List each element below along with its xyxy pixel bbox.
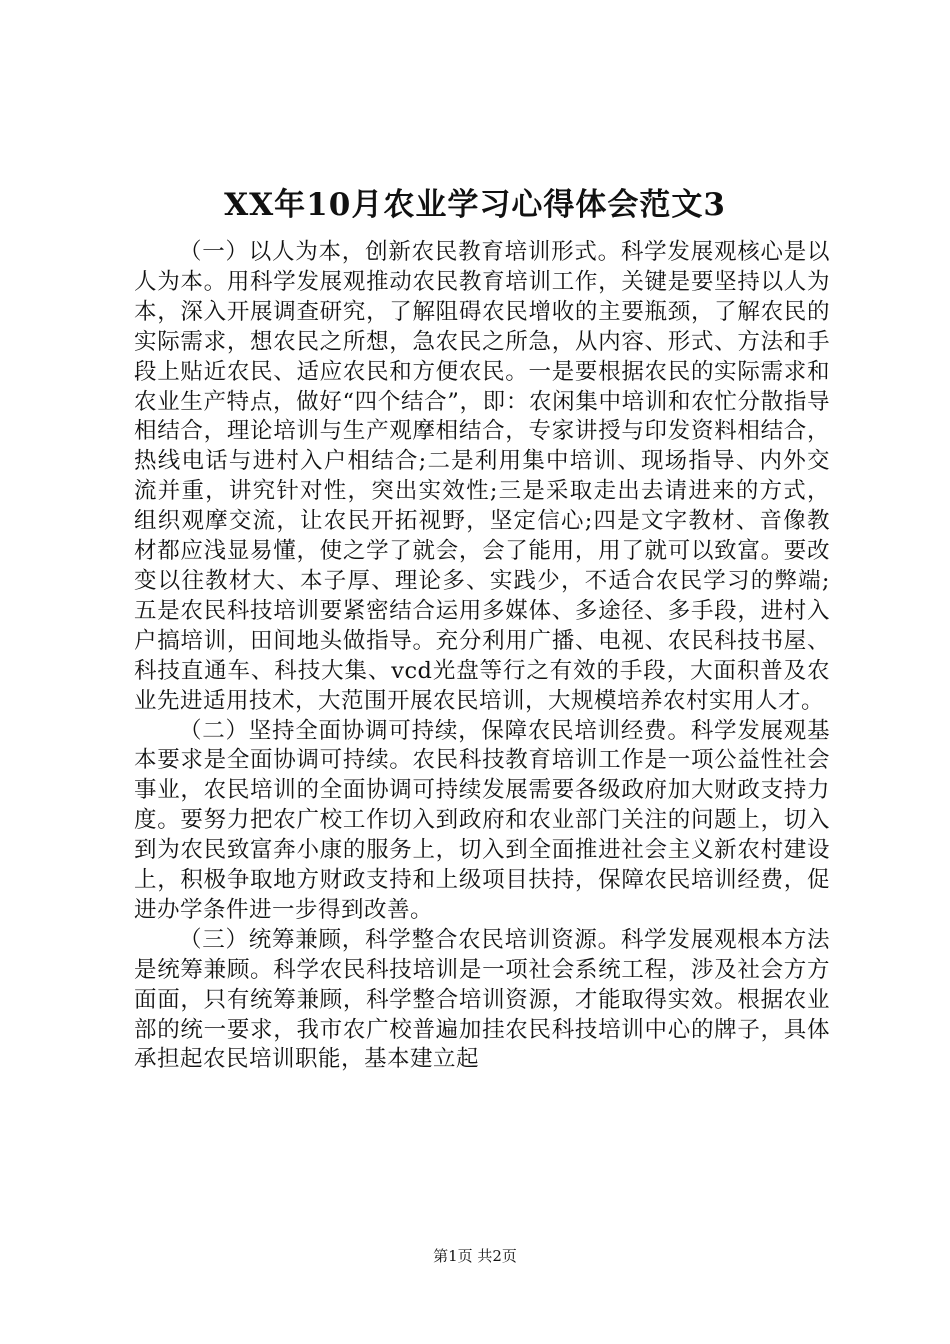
document-body	[134, 238, 830, 1075]
page-title: XX年10月农业学习心得体会范文3	[224, 187, 726, 223]
page-number-footer: 第1页 共2页	[433, 1247, 517, 1265]
paragraph-1: （一）以人为本，创新农民教育培训形式。科学发展观核心是以人为本。用科学发展观推动农民教育培训工作，关键是要坚持以人为本，深入开展调查研究，了解阻碍农民增收的主要瓶颈，了解农民的实际需求，想农民之所想，急农民之所急，从内容、形式、方法和手段上贴近农民、适应农民和方便农民。一是要根据农民的实际需求和农业生产特点，做好“四个结合”，即：农闲集中培训和农忙分散指导相结合，理论培训与生产观摩相结合，专家讲授与印发资料相结合，热线电话与进村入户相结合;二是利用集中培训、现场指导、内外交流并重，讲究针对性，突出实效性;三是采取走出去请进来的方式，组织观摩交流，让农民开拓视野，坚定信心;四是文字教材、音像教材都应浅显易懂，使之学了就会，会了能用，用了就可以致富。要改变以往教材大、本子厚、理论多、实践少，不适合农民学习的弊端;五是农民科技培训要紧密结合运用多媒体、多途径、多手段，进村入户搞培训，田间地头做指导。充分利用广播、电视、农民科技书屋、科技直通车、科技大集、vcd光盘等行之有效的手段，大面积普及农业先进适用技术，大范围开展农民培训，大规模培养农村实用人才。	[134, 239, 830, 714]
paragraph-3: （三）统筹兼顾，科学整合农民培训资源。科学发展观根本方法是统筹兼顾。科学农民科技培训是一项社会系统工程，涉及社会方方面面，只有统筹兼顾，科学整合培训资源，才能取得实效。根据农业部的统一要求，我市农广校普遍加挂农民科技培训中心的牌子，具体承担起农民培训职能，基本建立起	[134, 926, 830, 1073]
paragraph-2: （二）坚持全面协调可持续，保障农民培训经费。科学发展观基本要求是全面协调可持续。农民科技教育培训工作是一项公益性社会事业，农民培训的全面协调可持续发展需要各级政府加大财政支持力度。要努力把农广校工作切入到政府和农业部门关注的问题上，切入到为农民致富奔小康的服务上，切入到全面推进社会主义新农村建设上，积极争取地方财政支持和上级项目扶持，保障农民培训经费，促进办学条件进一步得到改善。	[134, 717, 830, 923]
